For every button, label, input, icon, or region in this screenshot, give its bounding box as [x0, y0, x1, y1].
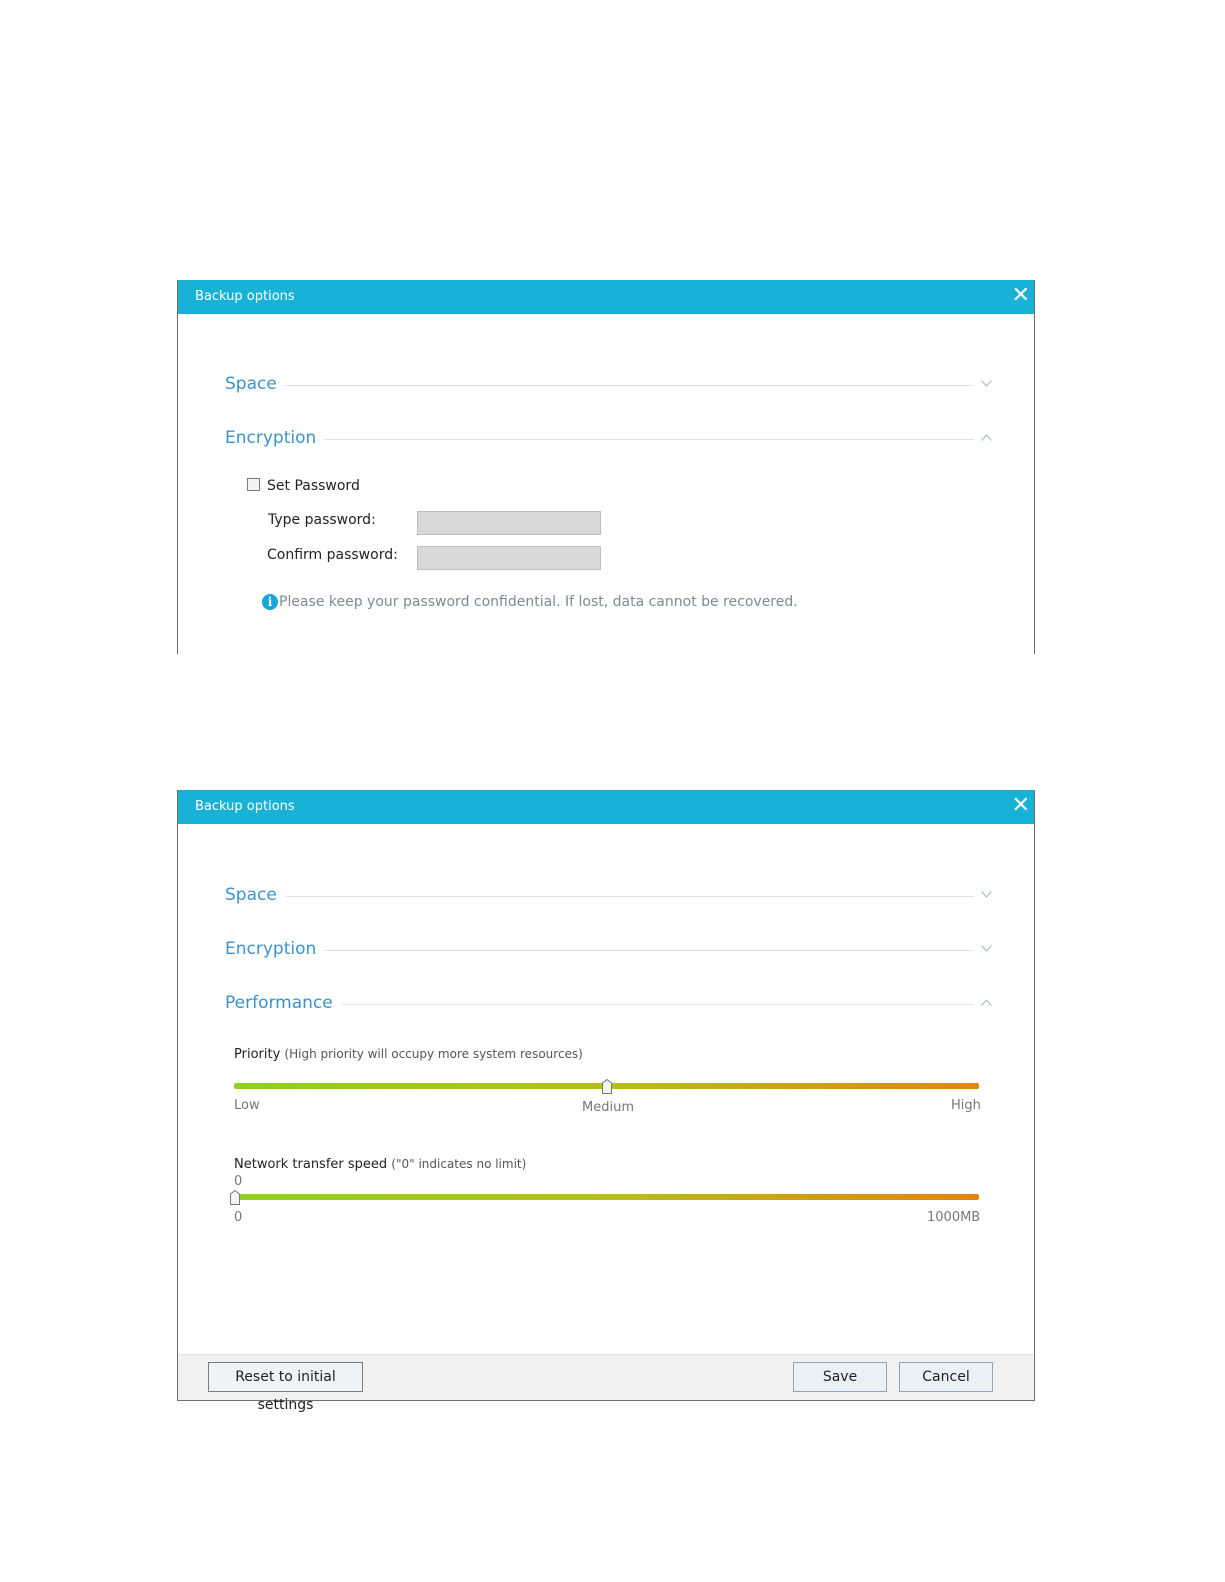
- dialog-footer: [178, 1354, 1034, 1413]
- section-divider: [225, 896, 974, 897]
- section-encryption-label: Encryption: [225, 428, 324, 448]
- section-divider: [225, 950, 974, 951]
- section-divider: [225, 385, 974, 386]
- priority-medium-label: Medium: [582, 1100, 634, 1115]
- cancel-button[interactable]: Cancel: [899, 1362, 993, 1392]
- priority-slider-thumb[interactable]: [602, 1079, 612, 1094]
- priority-low-label: Low: [234, 1098, 260, 1113]
- save-button[interactable]: Save: [793, 1362, 887, 1392]
- dialog-titlebar: [178, 790, 1034, 824]
- reset-to-initial-settings-button[interactable]: Reset to initial settings: [208, 1362, 363, 1392]
- network-speed-min-label: 0: [234, 1210, 243, 1225]
- priority-title: Priority: [234, 1047, 281, 1062]
- chevron-down-icon[interactable]: [981, 891, 990, 900]
- type-password-field[interactable]: [417, 511, 601, 535]
- dialog-titlebar: [178, 280, 1034, 314]
- backup-options-dialog-performance: [177, 790, 1035, 1413]
- section-divider: [225, 439, 974, 440]
- section-encryption[interactable]: [225, 428, 974, 452]
- section-performance-label: Performance: [225, 993, 341, 1013]
- close-icon[interactable]: ✕: [1011, 793, 1030, 818]
- chevron-down-icon[interactable]: [981, 945, 990, 954]
- chevron-up-icon[interactable]: [981, 999, 990, 1008]
- network-speed-slider-track[interactable]: [234, 1194, 979, 1200]
- dialog-title: Backup options: [195, 289, 295, 304]
- type-password-label: Type password:: [268, 512, 376, 528]
- confirm-password-field[interactable]: [417, 546, 601, 570]
- network-speed-label: [234, 1157, 526, 1172]
- network-speed-title: Network transfer speed: [234, 1157, 388, 1172]
- close-icon[interactable]: ✕: [1011, 283, 1030, 308]
- section-space[interactable]: [225, 885, 974, 909]
- network-speed-current-value: 0: [234, 1174, 243, 1189]
- backup-options-dialog-encryption: [177, 280, 1035, 654]
- section-encryption[interactable]: [225, 939, 974, 963]
- priority-hint: (High priority will occupy more system resources): [284, 1047, 583, 1061]
- set-password-checkbox[interactable]: [247, 478, 260, 491]
- section-encryption-label: Encryption: [225, 939, 324, 959]
- priority-high-label: High: [951, 1098, 981, 1113]
- set-password-label: Set Password: [267, 478, 360, 494]
- confirm-password-label: Confirm password:: [267, 547, 398, 563]
- chevron-up-icon[interactable]: [981, 434, 990, 443]
- info-icon: i: [262, 594, 278, 610]
- password-warning-text: Please keep your password confidential. If lost, data cannot be recovered.: [279, 594, 798, 610]
- section-performance[interactable]: [225, 993, 974, 1017]
- network-speed-slider-thumb[interactable]: [230, 1190, 240, 1205]
- section-space-label: Space: [225, 885, 285, 905]
- network-speed-max-label: 1000MB: [927, 1210, 981, 1225]
- section-space[interactable]: [225, 374, 974, 398]
- chevron-down-icon[interactable]: [981, 380, 990, 389]
- priority-label: [234, 1047, 583, 1062]
- network-speed-hint: ("0" indicates no limit): [391, 1157, 527, 1171]
- dialog-title: Backup options: [195, 799, 295, 814]
- section-space-label: Space: [225, 374, 285, 394]
